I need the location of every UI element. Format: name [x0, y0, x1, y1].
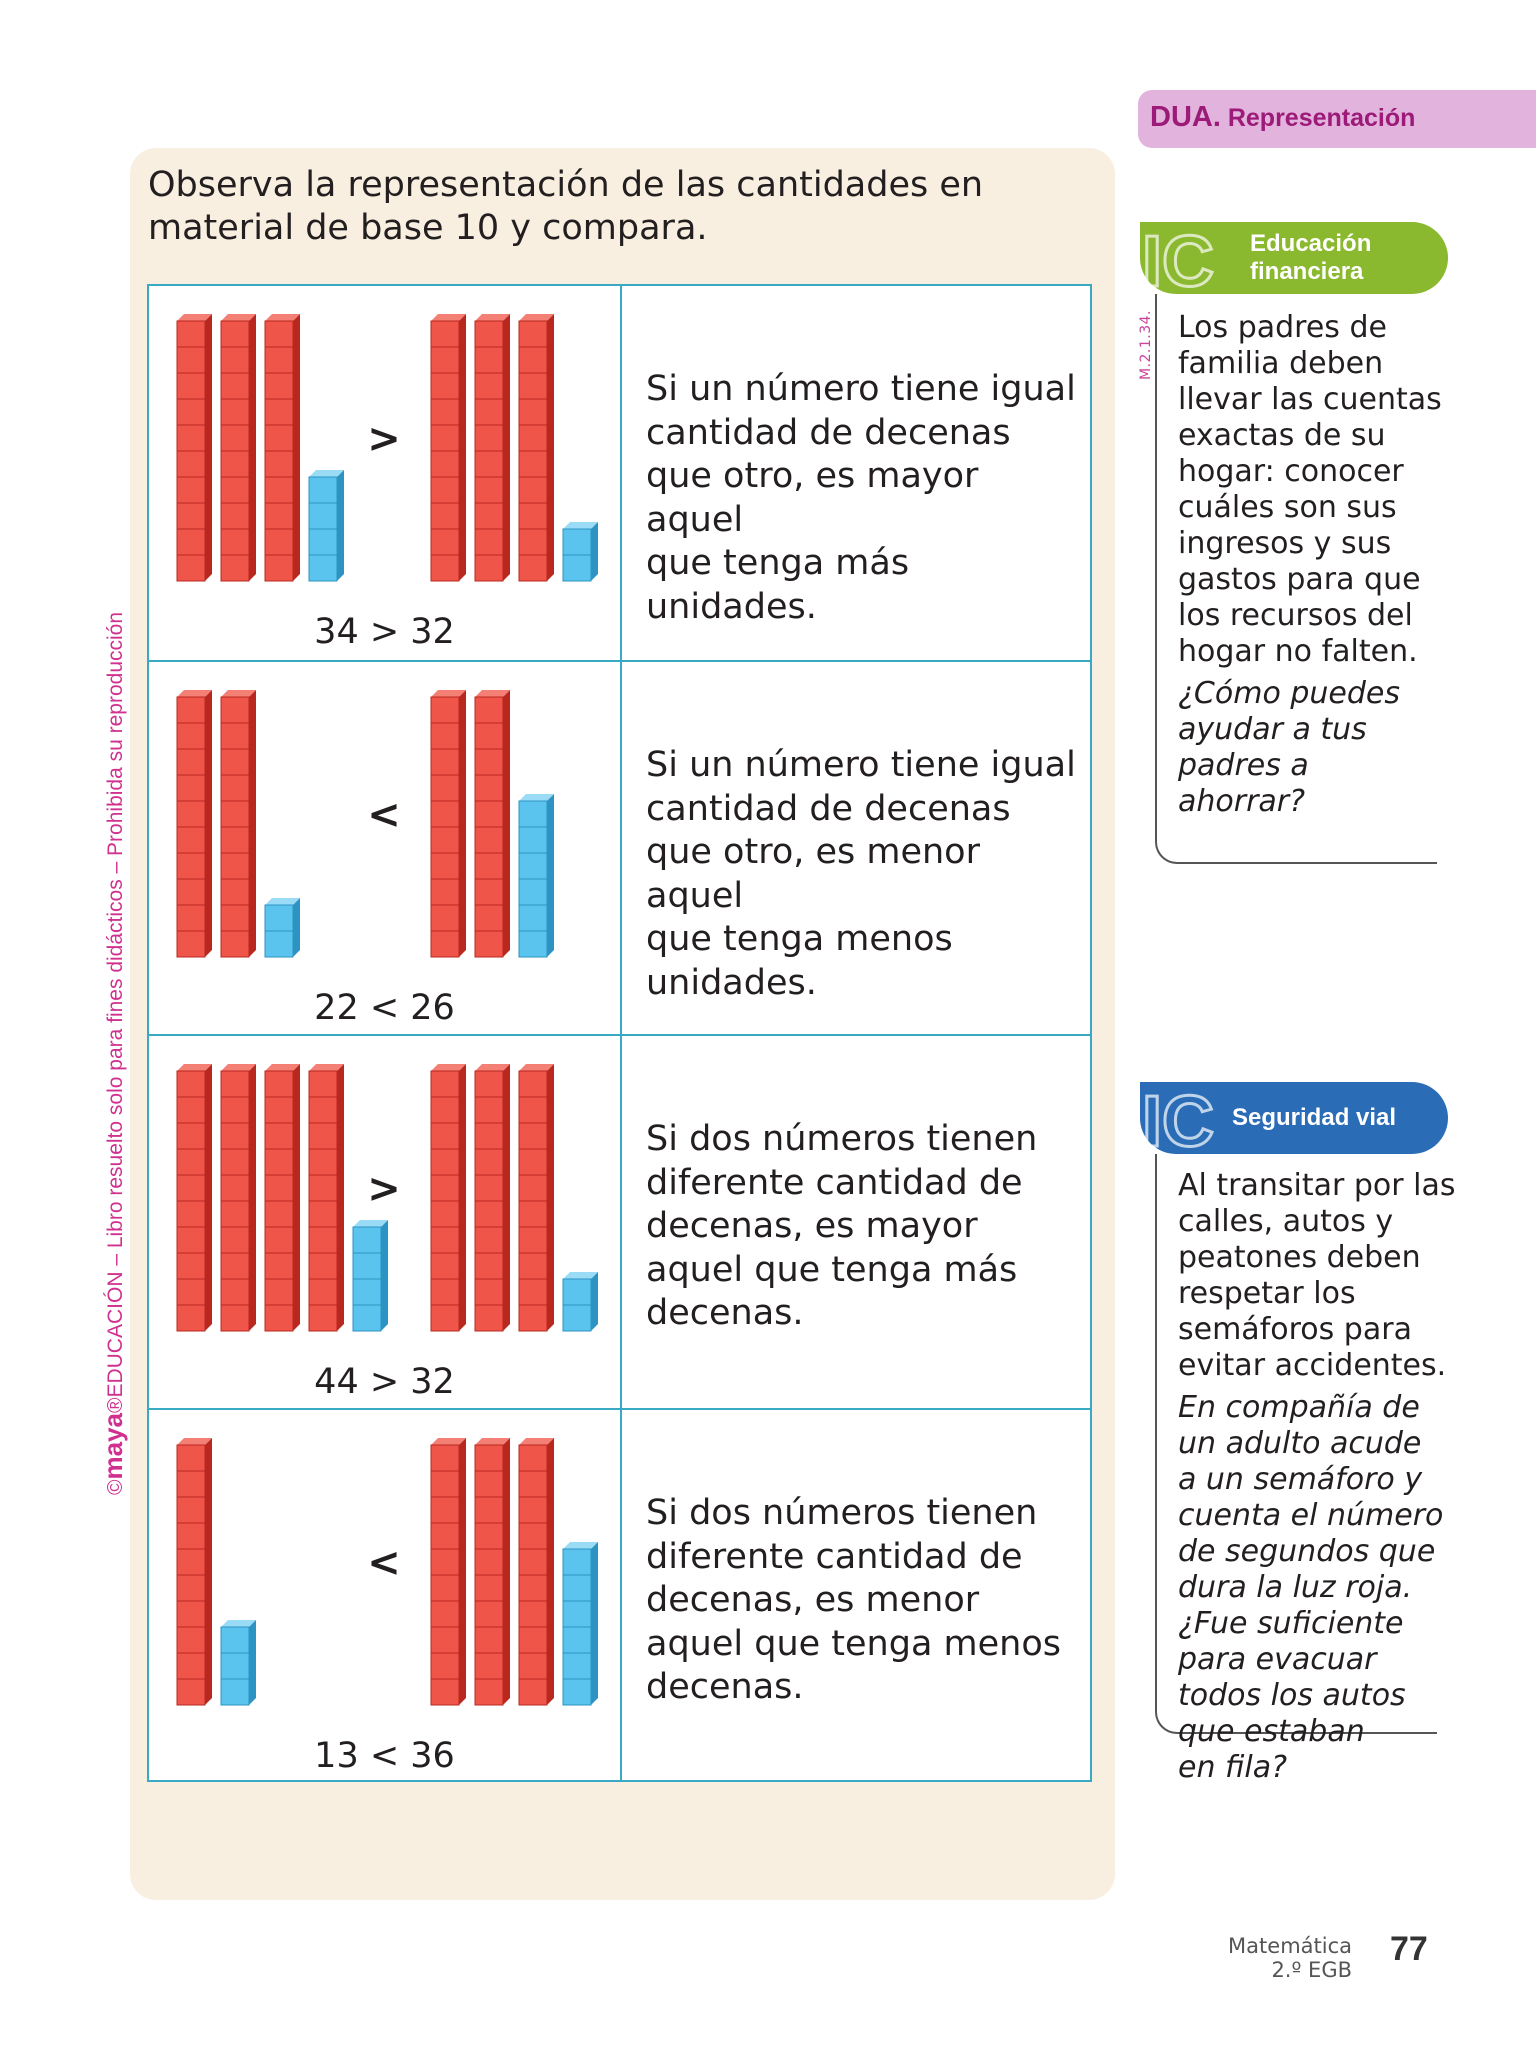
base10-blocks: [149, 286, 620, 660]
comparison-symbol: <: [367, 792, 401, 838]
body-line: calles, autos y: [1178, 1204, 1394, 1239]
comparison-symbol: >: [367, 416, 401, 462]
unit-cubes: [563, 1542, 598, 1705]
ten-rod: [177, 314, 212, 581]
rule-line: que tenga menos: [646, 919, 953, 959]
comparison-equation: 22 < 26: [314, 988, 455, 1028]
question-line: dura la luz roja.: [1178, 1570, 1413, 1605]
comparison-row: [149, 660, 1090, 1036]
comparison-equation: 13 < 36: [314, 1736, 455, 1776]
comparison-row: [149, 286, 1090, 660]
base10-blocks: [149, 662, 620, 1036]
grade-level: 2.º EGB: [1271, 1958, 1352, 1982]
rule-line: diferente cantidad de: [646, 1162, 1023, 1203]
unit-cubes: [563, 522, 598, 581]
comparison-equation: 44 > 32: [314, 1362, 455, 1402]
body-line: familia deben: [1178, 346, 1384, 381]
body-line: exactas de su: [1178, 418, 1386, 453]
rule-line: decenas.: [646, 1667, 804, 1707]
base10-illustration: [149, 662, 620, 1036]
comparison-rule: [646, 368, 1076, 629]
ten-rod: [265, 314, 300, 581]
financial-question: [1178, 676, 1468, 820]
ten-rod: [265, 1064, 300, 1331]
rule-line: cantidad de decenas: [646, 788, 1011, 829]
question-line: todos los autos: [1178, 1678, 1406, 1713]
question-line: un adulto acude: [1178, 1426, 1422, 1461]
brand-logo: maya: [98, 1413, 128, 1480]
ten-rod: [177, 1438, 212, 1705]
unit-cubes: [221, 1620, 256, 1705]
comparison-symbol: >: [367, 1166, 401, 1212]
question-line: En compañía de: [1178, 1390, 1420, 1425]
ten-rod: [309, 1064, 344, 1331]
ten-rod: [519, 1438, 554, 1705]
dua-banner: [1138, 90, 1536, 148]
body-line: gastos para que: [1178, 562, 1421, 597]
comparison-equation: 34 > 32: [314, 612, 455, 652]
ten-rod: [221, 314, 256, 581]
body-line: ingresos y sus: [1178, 526, 1392, 561]
dua-label: [1150, 101, 1415, 134]
question-line: ¿Cómo puedes: [1178, 676, 1400, 711]
dua-title: Representación: [1227, 104, 1416, 132]
question-line: ahorrar?: [1178, 784, 1306, 819]
page-number: 77: [1390, 1930, 1428, 1968]
rule-line: unidades.: [646, 586, 817, 627]
rule-line: diferente cantidad de: [646, 1536, 1023, 1577]
ten-rod: [431, 1438, 466, 1705]
financial-title-line: financiera: [1250, 258, 1364, 285]
ten-rod: [177, 1064, 212, 1331]
comparison-symbol: <: [367, 1540, 401, 1586]
financial-header: [1140, 222, 1448, 294]
body-line: los recursos del: [1178, 598, 1413, 633]
financial-title-line: Educación: [1250, 230, 1372, 257]
ic-badge-icon: [1140, 222, 1220, 294]
question-line: en fila?: [1178, 1750, 1288, 1785]
base10-blocks: [149, 1036, 620, 1410]
body-line: llevar las cuentas: [1178, 382, 1442, 417]
road-safety-question: [1178, 1390, 1468, 1786]
base10-blocks: [149, 1410, 620, 1784]
question-line: ¿Fue suficiente: [1178, 1606, 1404, 1641]
body-line: hogar no falten.: [1178, 634, 1418, 669]
copyright-notice: [98, 612, 129, 1495]
subject-name: Matemática: [1228, 1934, 1352, 1958]
road-safety-title: Seguridad vial: [1232, 1104, 1397, 1131]
rule-line: Si dos números tienen: [646, 1493, 1038, 1533]
ic-badge-text: IC: [1142, 1082, 1214, 1154]
question-line: cuenta el número: [1178, 1498, 1444, 1533]
ic-badge-text: IC: [1142, 222, 1214, 294]
body-line: hogar: conocer: [1178, 454, 1404, 489]
question-line: ayudar a tus: [1178, 712, 1367, 747]
body-line: evitar accidentes.: [1178, 1348, 1447, 1383]
exercise-panel: [130, 148, 1115, 1900]
question-line: padres a: [1178, 748, 1309, 783]
question-line: a un semáforo y: [1178, 1462, 1423, 1497]
ten-rod: [475, 1064, 510, 1331]
question-line: que estaban: [1178, 1714, 1365, 1749]
rule-line: decenas.: [646, 1293, 804, 1333]
financial-title: [1250, 230, 1371, 286]
unit-cubes: [265, 898, 300, 957]
footer-subject: [1228, 1934, 1352, 1982]
ten-rod: [475, 314, 510, 581]
unit-cubes: [309, 470, 344, 581]
ten-rod: [221, 690, 256, 957]
body-line: cuáles son sus: [1178, 490, 1397, 525]
body-line: respetar los: [1178, 1276, 1356, 1311]
rule-line: Si un número tiene igual: [646, 369, 1076, 409]
rule-line: que tenga más: [646, 543, 910, 583]
base10-illustration: [149, 1410, 620, 1784]
registered-mark: ®: [104, 1397, 127, 1414]
base10-illustration: [149, 1036, 620, 1410]
comparison-rule: [646, 744, 1076, 1005]
body-line: semáforos para: [1178, 1312, 1412, 1347]
comparison-row: [149, 1408, 1090, 1784]
copyright-text: EDUCACIÓN – Libro resuelto solo para fines didácticos – Prohibida su reproducción: [104, 611, 127, 1398]
ten-rod: [475, 1438, 510, 1705]
rule-line: que otro, es menor aquel: [646, 832, 980, 916]
comparison-rule: [646, 1118, 1076, 1336]
road-safety-body: [1178, 1168, 1468, 1786]
rule-line: aquel que tenga más: [646, 1249, 1018, 1290]
ten-rod: [177, 690, 212, 957]
question-line: para evacuar: [1178, 1642, 1377, 1677]
question-line: de segundos que: [1178, 1534, 1436, 1569]
ten-rod: [221, 1064, 256, 1331]
unit-cubes: [519, 794, 554, 957]
curriculum-code: M.2.1.34.: [1138, 309, 1154, 380]
comparison-table: [147, 284, 1092, 1782]
ten-rod: [431, 690, 466, 957]
base10-illustration: [149, 286, 620, 660]
body-line: peatones deben: [1178, 1240, 1421, 1275]
rule-line: decenas, es menor: [646, 1580, 980, 1620]
rule-line: decenas, es mayor: [646, 1206, 978, 1246]
rule-line: Si dos números tienen: [646, 1119, 1038, 1159]
instruction-text: Observa la representación de las cantidades en material de base 10 y compara.: [148, 165, 984, 248]
rule-line: unidades.: [646, 962, 817, 1003]
rule-line: Si un número tiene igual: [646, 745, 1076, 785]
comparison-rule: [646, 1492, 1076, 1710]
road-safety-header: [1140, 1082, 1448, 1154]
unit-cubes: [353, 1220, 388, 1331]
rule-line: que otro, es mayor aquel: [646, 456, 979, 540]
ten-rod: [431, 314, 466, 581]
ic-badge-icon: [1140, 1082, 1220, 1154]
comparison-row: [149, 1034, 1090, 1410]
dua-prefix: DUA.: [1150, 101, 1221, 133]
ten-rod: [519, 314, 554, 581]
financial-body: [1178, 310, 1468, 820]
copyright-symbol: ©: [104, 1479, 127, 1495]
ten-rod: [475, 690, 510, 957]
unit-cubes: [563, 1272, 598, 1331]
rule-line: aquel que tenga menos: [646, 1623, 1061, 1664]
rule-line: cantidad de decenas: [646, 412, 1011, 453]
body-line: Al transitar por las: [1178, 1168, 1456, 1203]
ten-rod: [431, 1064, 466, 1331]
body-line: Los padres de: [1178, 310, 1387, 345]
ten-rod: [519, 1064, 554, 1331]
